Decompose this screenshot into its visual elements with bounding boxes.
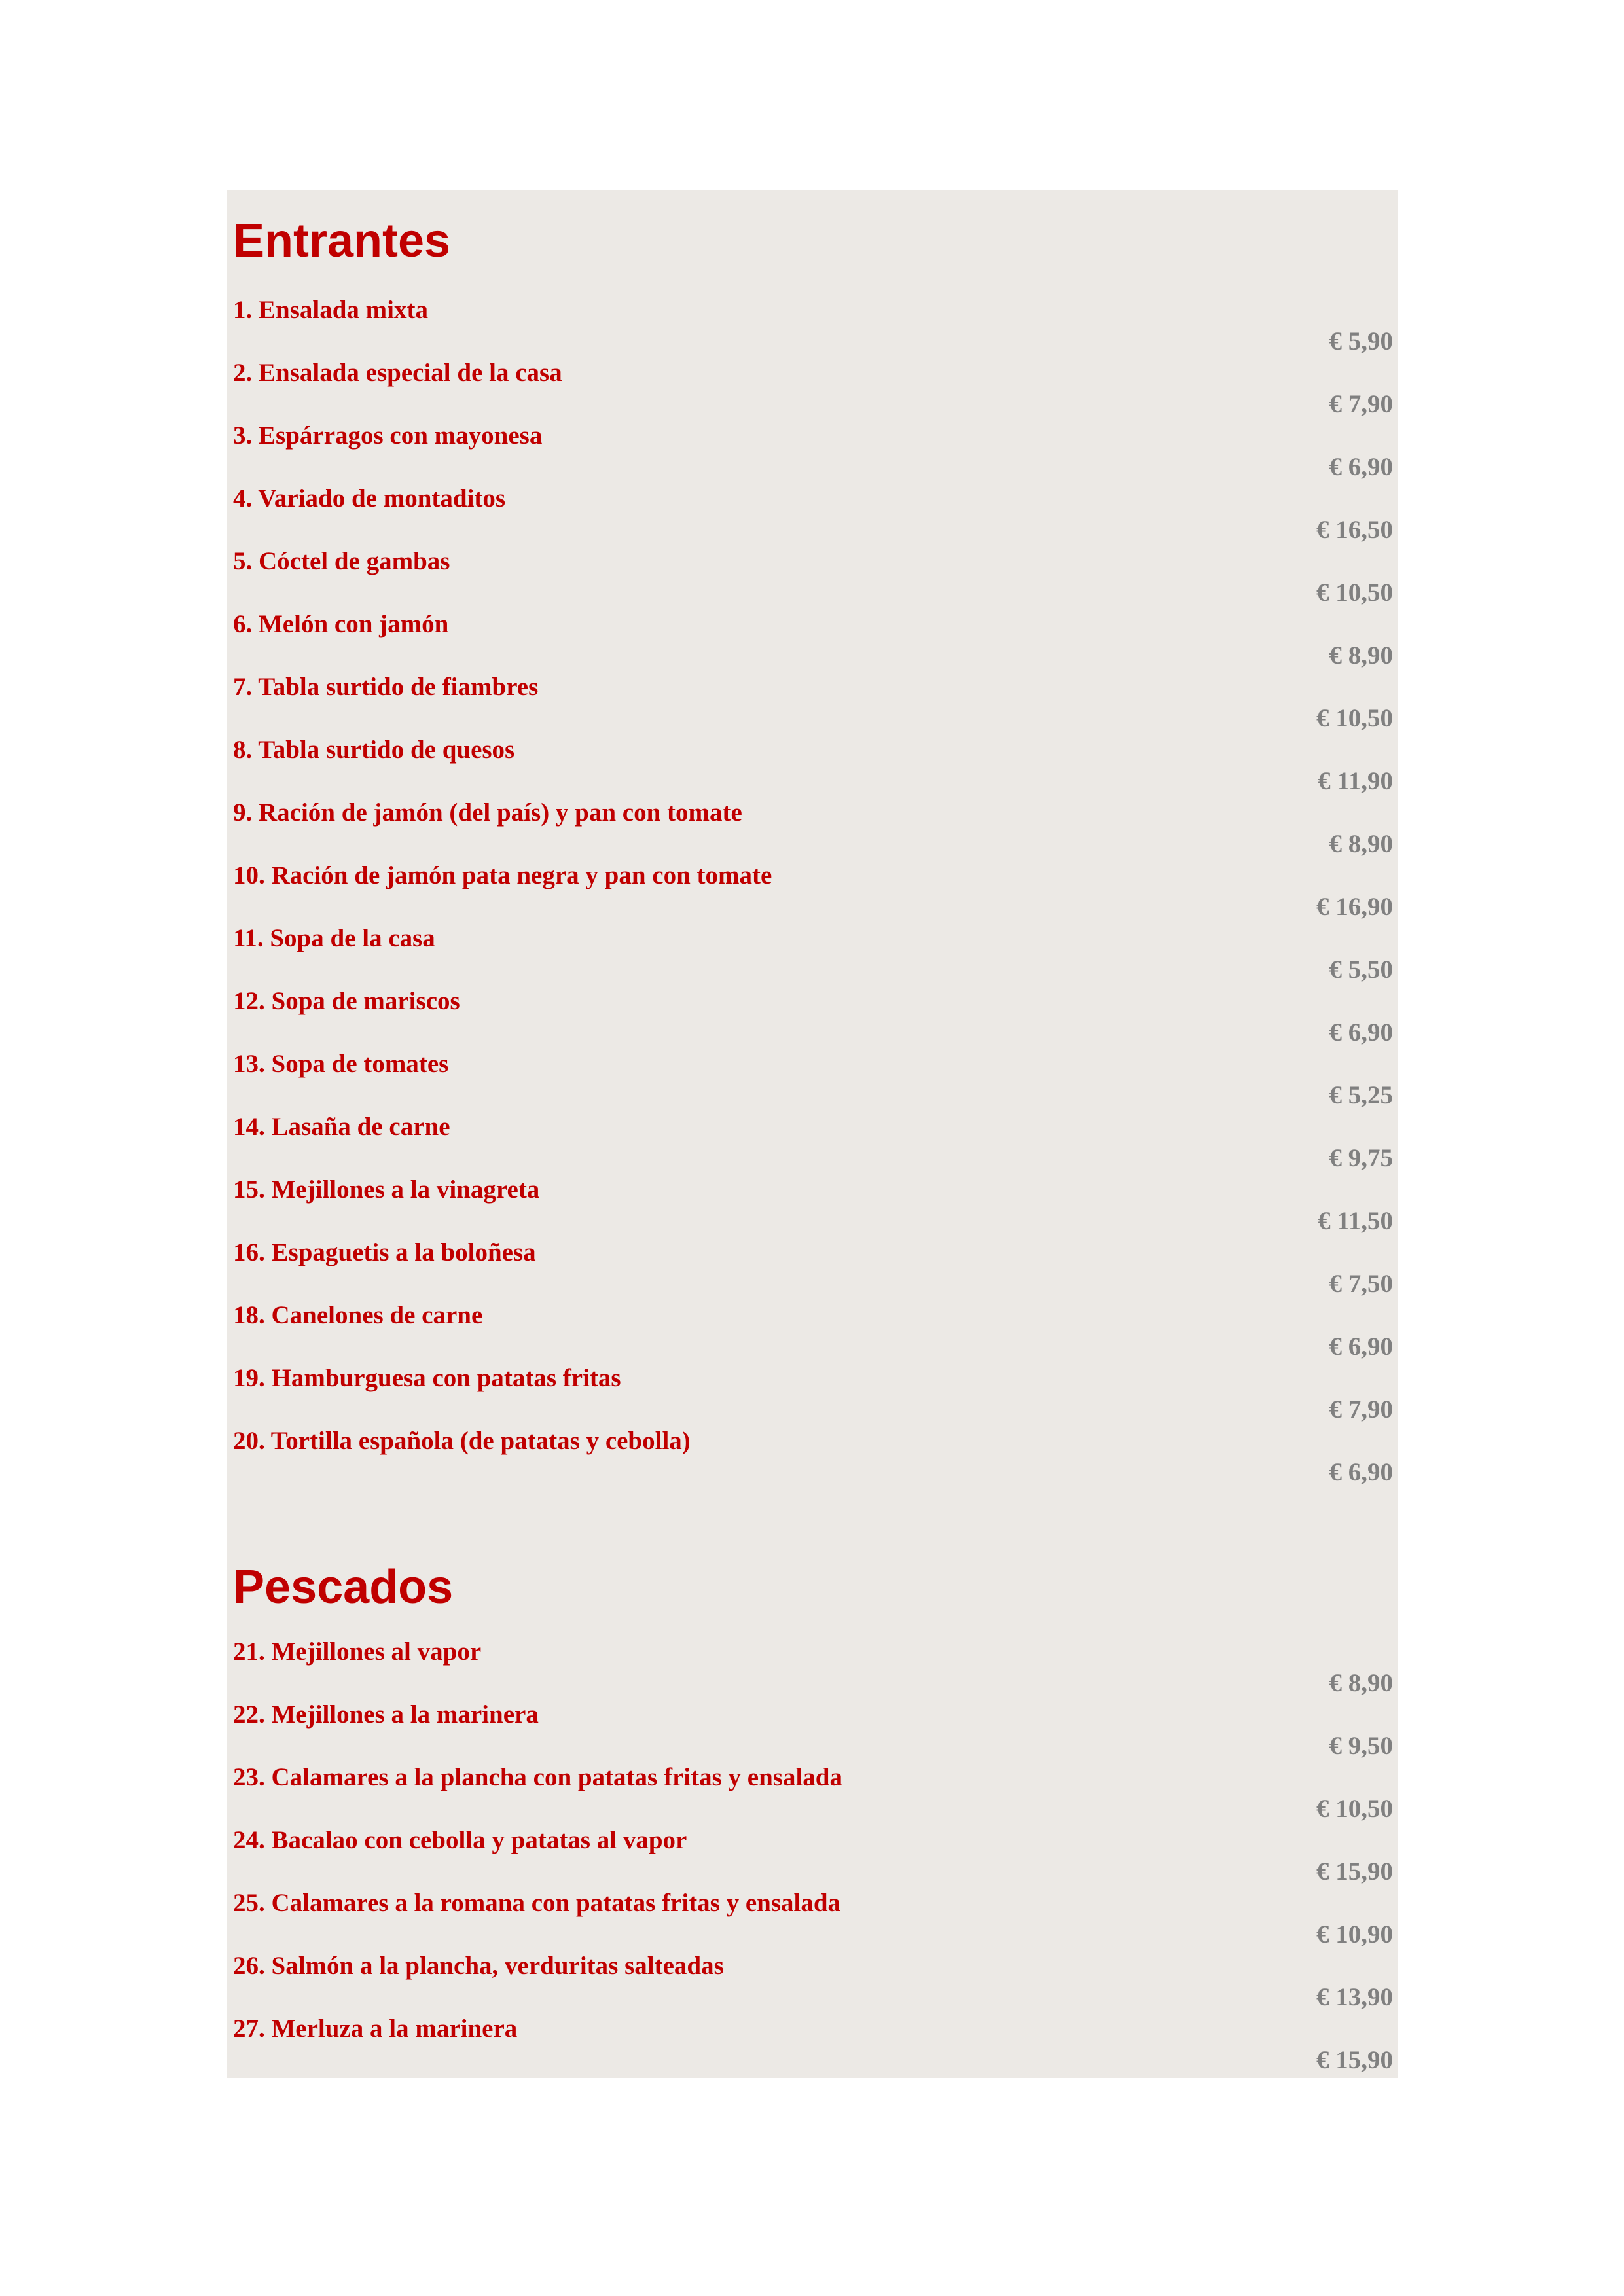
menu-item-name: 14. Lasaña de carne <box>233 1113 450 1141</box>
menu-item-price: € 10,90 <box>1316 1920 1393 1948</box>
menu-item-name: 24. Bacalao con cebolla y patatas al vapor <box>233 1826 687 1854</box>
menu-item-name: 18. Canelones de carne <box>233 1301 483 1329</box>
menu-item-name: 26. Salmón a la plancha, verduritas salteadas <box>233 1952 724 1980</box>
menu-item-price: € 5,25 <box>1329 1081 1393 1109</box>
menu-item-name: 7. Tabla surtido de fiambres <box>233 673 539 701</box>
menu-item-price: € 16,90 <box>1316 893 1393 921</box>
menu-item-name: 22. Mejillones a la marinera <box>233 1700 539 1729</box>
menu-item-price: € 7,90 <box>1329 1395 1393 1424</box>
menu-item-name: 13. Sopa de tomates <box>233 1050 449 1078</box>
menu-item-price: € 6,90 <box>1329 1018 1393 1047</box>
menu-item-price: € 5,50 <box>1329 956 1393 984</box>
menu-item-name: 10. Ración de jamón pata negra y pan con tomate <box>233 861 772 889</box>
menu-item-price: € 9,75 <box>1329 1144 1393 1172</box>
menu-item-name: 12. Sopa de mariscos <box>233 987 460 1015</box>
menu-item-price: € 13,90 <box>1316 1983 1393 2011</box>
menu-item-price: € 10,50 <box>1316 1795 1393 1823</box>
menu-item-price: € 10,50 <box>1316 704 1393 732</box>
section-title: Pescados <box>233 1561 454 1613</box>
menu-item-price: € 8,90 <box>1329 641 1393 670</box>
section-title: Entrantes <box>233 215 451 267</box>
menu-item-name: 15. Mejillones a la vinagreta <box>233 1175 540 1204</box>
menu-item-price: € 6,90 <box>1329 453 1393 481</box>
menu-item-name: 5. Cóctel de gambas <box>233 547 450 575</box>
menu-item-price: € 7,90 <box>1329 390 1393 418</box>
menu-item-price: € 8,90 <box>1329 830 1393 858</box>
menu-item-name: 1. Ensalada mixta <box>233 296 428 324</box>
menu-item-name: 8. Tabla surtido de quesos <box>233 736 515 764</box>
menu-item-name: 27. Merluza a la marinera <box>233 2015 518 2043</box>
menu-item-name: 21. Mejillones al vapor <box>233 1638 482 1666</box>
menu-item-price: € 9,50 <box>1329 1732 1393 1760</box>
menu-item-name: 20. Tortilla española (de patatas y cebolla) <box>233 1427 691 1455</box>
menu-item-name: 6. Melón con jamón <box>233 610 449 638</box>
menu-item-price: € 11,50 <box>1318 1207 1393 1235</box>
menu-item-name: 25. Calamares a la romana con patatas fritas y ensalada <box>233 1889 841 1917</box>
menu-item-name: 9. Ración de jamón (del país) y pan con tomate <box>233 798 742 827</box>
menu-item-name: 2. Ensalada especial de la casa <box>233 359 562 387</box>
menu-item-name: 4. Variado de montaditos <box>233 484 506 512</box>
menu-item-price: € 8,90 <box>1329 1669 1393 1697</box>
menu-item-price: € 5,90 <box>1329 327 1393 355</box>
menu-item-name: 23. Calamares a la plancha con patatas fritas y ensalada <box>233 1763 842 1791</box>
menu-item-price: € 6,90 <box>1329 1333 1393 1361</box>
menu-item-price: € 16,50 <box>1316 516 1393 544</box>
menu-item-price: € 10,50 <box>1316 579 1393 607</box>
menu-item-name: 16. Espaguetis a la boloñesa <box>233 1238 536 1266</box>
menu-item-name: 11. Sopa de la casa <box>233 924 435 952</box>
menu-panel <box>227 190 1398 2078</box>
menu-item-price: € 7,50 <box>1329 1270 1393 1298</box>
menu-item-price: € 15,90 <box>1316 2046 1393 2074</box>
menu-item-name: 3. Espárragos con mayonesa <box>233 422 543 450</box>
menu-item-price: € 6,90 <box>1329 1458 1393 1486</box>
menu-item-price: € 11,90 <box>1318 767 1393 795</box>
menu-item-price: € 15,90 <box>1316 1857 1393 1886</box>
menu-item-name: 19. Hamburguesa con patatas fritas <box>233 1364 621 1392</box>
